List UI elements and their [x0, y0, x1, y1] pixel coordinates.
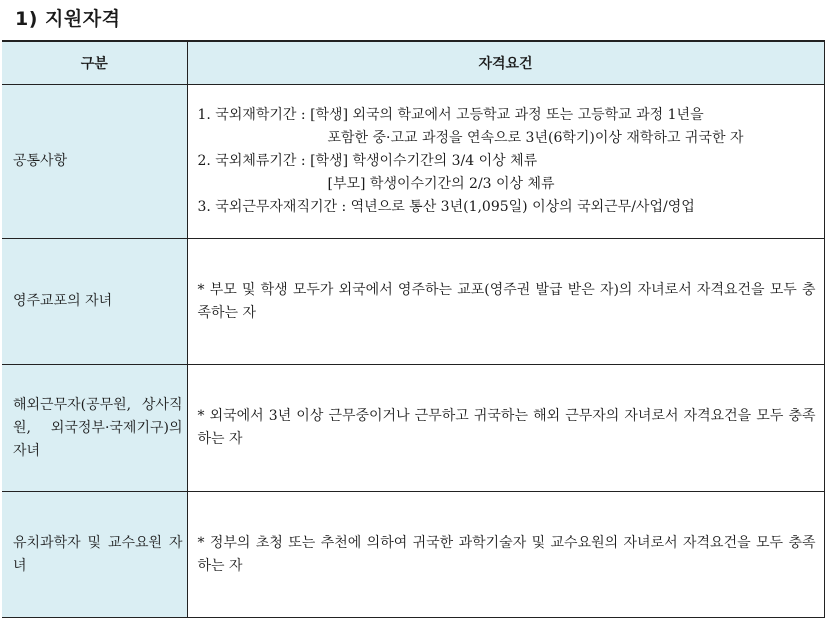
requirement-cell: [187, 492, 824, 618]
requirement-line: 2. 국외체류기간 : [학생] 학생이수기간의 3/4 이상 체류: [197, 153, 538, 169]
requirement-line: 1. 국외재학기간 : [학생] 외국의 학교에서 고등학교 과정 또는 고등학교 과정 1년을: [197, 107, 704, 123]
table-header-row: [2, 41, 824, 85]
requirement-cell: [187, 85, 824, 239]
requirement-text: * 부모 및 학생 모두가 외국에서 영주하는 교포(영주권 발급 받은 자)의 자녀로서 자격요건을 모두 충족하는 자: [197, 281, 816, 321]
table-row: [2, 365, 824, 492]
category-label: 공통사항: [13, 153, 68, 169]
category-cell: [2, 492, 187, 618]
table-row: [2, 239, 824, 365]
section-title: 1) 지원자격: [15, 8, 121, 30]
eligibility-table: [2, 40, 825, 618]
table-row: [2, 492, 824, 618]
requirement-cell: [187, 239, 824, 365]
requirement-text: * 외국에서 3년 이상 근무중이거나 근무하고 귀국하는 해외 근무자의 자녀로서 자격요건을 모두 충족하는 자: [197, 408, 816, 447]
category-cell: [2, 85, 187, 239]
category-cell: [2, 365, 187, 492]
header-category: 구분: [2, 41, 187, 85]
category-label: 유치과학자 및 교수요원 자녀: [13, 534, 183, 574]
header-requirements: 자격요건: [187, 41, 824, 85]
category-label: 해외근무자(공무원, 상사직원, 외국정부·국제기구)의 자녀: [13, 396, 183, 459]
requirement-line: 포함한 중·고교 과정을 연속으로 3년(6학기)이상 재학하고 귀국한 자: [327, 130, 744, 146]
requirement-line: [부모] 학생이수기간의 2/3 이상 체류: [327, 176, 555, 192]
requirement-cell: [187, 365, 824, 492]
table-row: [2, 85, 824, 239]
category-label: 영주교포의 자녀: [13, 293, 113, 309]
category-cell: [2, 239, 187, 365]
requirement-line: 3. 국외근무자재직기간 : 역년으로 통산 3년(1,095일) 이상의 국외근무/사업/영업: [197, 199, 695, 215]
requirement-text: * 정부의 초청 또는 추천에 의하여 귀국한 과학기술자 및 교수요원의 자녀로서 자격요건을 모두 충족하는 자: [197, 534, 816, 574]
